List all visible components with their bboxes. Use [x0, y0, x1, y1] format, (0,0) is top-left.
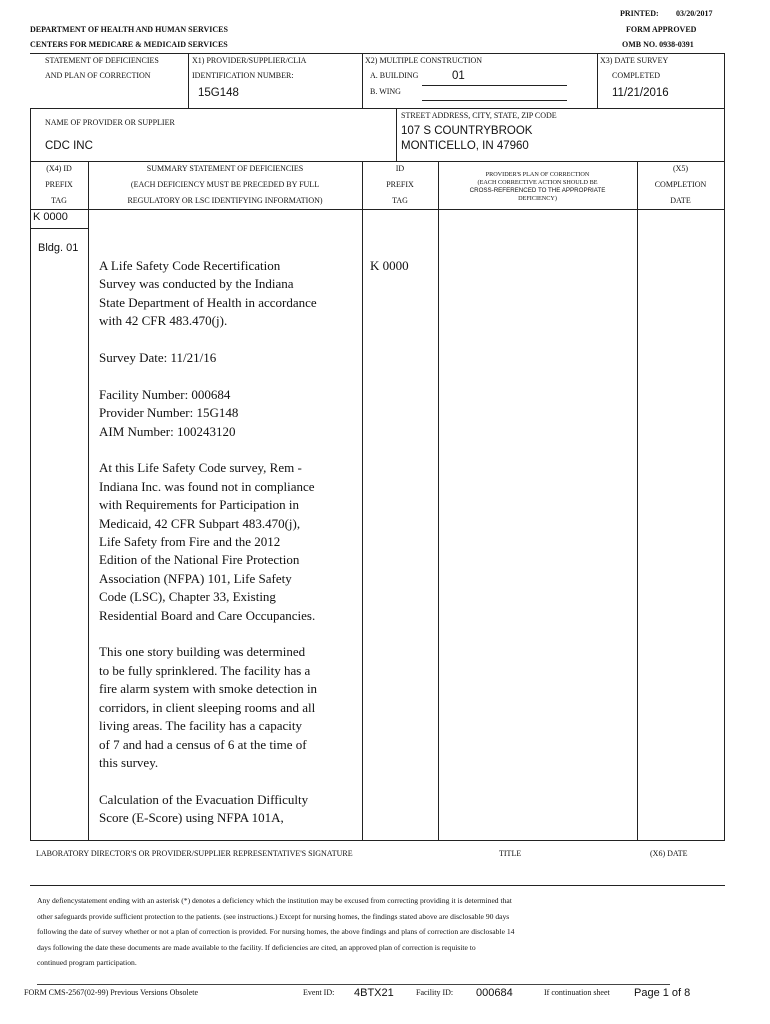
x3-label-2: COMPLETED [612, 71, 660, 80]
rule-col-2 [362, 161, 363, 841]
address-line-2: MONTICELLO, IN 47960 [401, 140, 529, 152]
building-value: 01 [452, 70, 465, 82]
omb-number: OMB NO. 0938-0391 [622, 40, 694, 49]
rule-right-body [724, 161, 725, 841]
plan-header-2: (EACH CORRECTIVE ACTION SHOULD BE [477, 179, 598, 186]
prefix-tag-left: K 0000 [33, 211, 68, 223]
event-id-label: Event ID: [303, 988, 335, 997]
plan-header-1: PROVIDER'S PLAN OF CORRECTION [485, 171, 590, 178]
statement-label-2: AND PLAN OF CORRECTION [45, 71, 151, 80]
rule-footer [37, 984, 670, 985]
paragraph-survey-date: Survey Date: 11/21/16 [99, 350, 217, 366]
rule-right-top [724, 53, 725, 161]
footnote-line: continued program participation. [37, 958, 137, 968]
address-line-1: 107 S COUNTRYBROOK [401, 125, 533, 137]
plan-header-4: DEFICIENCY) [518, 195, 557, 202]
building-underline [422, 85, 567, 86]
rule-col-1 [88, 161, 89, 841]
footnote-line: Any defiencystatement ending with an asterisk (*) denotes a deficiency which the institution may be excused from correcting providing it is determined that [37, 896, 512, 905]
form-approved: FORM APPROVED [626, 25, 697, 34]
rule-provider-mid [396, 108, 397, 161]
plan-header-3: CROSS-REFERENCED TO THE APPROPRIATE [469, 187, 606, 194]
paragraph-compliance: At this Life Safety Code survey, Rem - Indiana Inc. was found not in compliance with Requirements for Participation in Medicaid, 42 CFR Subpart 483.470(j), Life Safety from Fire and the 2012 Edition of the National Fire Protection Association (NFPA) 101, Life Safety Code (LSC), Chapter 33, Existing Residential Board and Care Occupancies. [99, 460, 316, 623]
rule-x1-left [188, 53, 189, 108]
footnote-line: other safeguards provide sufficient protection to the patients. (see instructions.) Except for nursing homes, the findings stated above are disclosable 90 days [37, 911, 510, 921]
facility-id-label: Facility ID: [416, 988, 454, 997]
id-header-3: TAG [392, 196, 408, 205]
footnote-line: following the date of survey whether or not a plan of correction is provided. For nursing homes, the above findings and plans of correction are disclosable 14 [37, 927, 515, 937]
x4-header-1: (X4) ID [46, 164, 72, 173]
facility-id-value: 000684 [476, 987, 513, 999]
rule-col-header-bottom [30, 209, 725, 210]
provider-id-value: 15G148 [198, 87, 239, 99]
survey-date-value: 11/21/2016 [612, 87, 669, 99]
x1-label-1: X1) PROVIDER/SUPPLIER/CLIA [192, 56, 307, 65]
x2-label: X2) MULTIPLE CONSTRUCTION [365, 56, 483, 65]
rule-x3-left [597, 53, 598, 108]
x1-label-2: IDENTIFICATION NUMBER: [192, 71, 294, 80]
rule-col-3 [438, 161, 439, 841]
rule-provider-bottom [30, 161, 725, 162]
paragraph-facility-numbers: Facility Number: 000684 Provider Number: 15G148 AIM Number: 100243120 [99, 386, 239, 439]
provider-name-value: CDC INC [45, 140, 93, 152]
prefix-tag-id: K 0000 [370, 258, 409, 273]
event-id-value: 4BTX21 [354, 987, 394, 999]
x3-label-1: X3) DATE SURVEY [600, 56, 669, 65]
centers-title: CENTERS FOR MEDICARE & MEDICAID SERVICES [30, 40, 228, 49]
building-number: Bldg. 01 [38, 242, 79, 254]
signature-label: LABORATORY DIRECTOR'S OR PROVIDER/SUPPLIER REPRESENTATIVE'S SIGNATURE [36, 849, 353, 858]
rule-signature-bottom [30, 885, 725, 886]
wing-label: B. WING [370, 87, 401, 96]
paragraph-building: This one story building was determined to be fully sprinklered. The facility has a fire alarm system with smoke detection in corridors, in client sleeping rooms and all living areas. The facility has a capacity of 7 and had a census of 6 at the time of this survey. [99, 644, 318, 770]
footnote-line: days following the date these documents are made available to the facility. If deficiencies are cited, an approved plan of correction is requisite to [37, 942, 476, 952]
paragraph-intro: A Life Safety Code Recertification Survey was conducted by the Indiana State Department of Health in accordance with 42 CFR 483.470(j). [99, 258, 317, 329]
summary-header-1: SUMMARY STATEMENT OF DEFICIENCIES [146, 164, 304, 173]
summary-header-3: REGULATORY OR LSC IDENTIFYING INFORMATION) [127, 196, 323, 205]
printed-label: PRINTED: [620, 9, 659, 18]
x6-date-label: (X6) DATE [650, 849, 688, 858]
rule-x2-left [362, 53, 363, 108]
x5-header-3: DATE [670, 196, 691, 205]
id-header-2: PREFIX [386, 180, 414, 189]
rule-top [30, 53, 725, 54]
disclosure-footnote [37, 893, 727, 971]
x4-header-3: TAG [51, 196, 67, 205]
summary-header-2: (EACH DEFICIENCY MUST BE PRECEDED BY FULL [130, 180, 320, 189]
building-label: A. BUILDING [370, 71, 419, 80]
rule-col-4 [637, 161, 638, 841]
department-title: DEPARTMENT OF HEALTH AND HUMAN SERVICES [30, 25, 228, 34]
rule-tag-underline [30, 228, 88, 229]
printed-date: 03/20/2017 [676, 9, 713, 18]
page-number: Page 1 of 8 [634, 987, 691, 999]
statement-label-1: STATEMENT OF DEFICIENCIES [45, 56, 159, 65]
rule-top-bottom [30, 108, 725, 109]
paragraph-escore: Calculation of the Evacuation Difficulty Score (E-Score) using NFPA 101A, [99, 791, 309, 826]
title-label: TITLE [499, 849, 522, 858]
summary-statement [99, 257, 359, 846]
x4-header-2: PREFIX [45, 180, 73, 189]
address-label: STREET ADDRESS, CITY, STATE, ZIP CODE [401, 111, 557, 120]
id-header-1: ID [395, 164, 405, 173]
x5-header-2: COMPLETION [654, 180, 707, 189]
rule-left-body [30, 161, 31, 841]
wing-underline [422, 100, 567, 101]
form-number: FORM CMS-2567(02-99) Previous Versions Obsolete [24, 988, 199, 997]
continuation-label: If continuation sheet [544, 988, 610, 997]
x5-header-1: (X5) [672, 164, 689, 173]
rule-left-provider [30, 108, 31, 161]
provider-name-label: NAME OF PROVIDER OR SUPPLIER [45, 118, 175, 127]
